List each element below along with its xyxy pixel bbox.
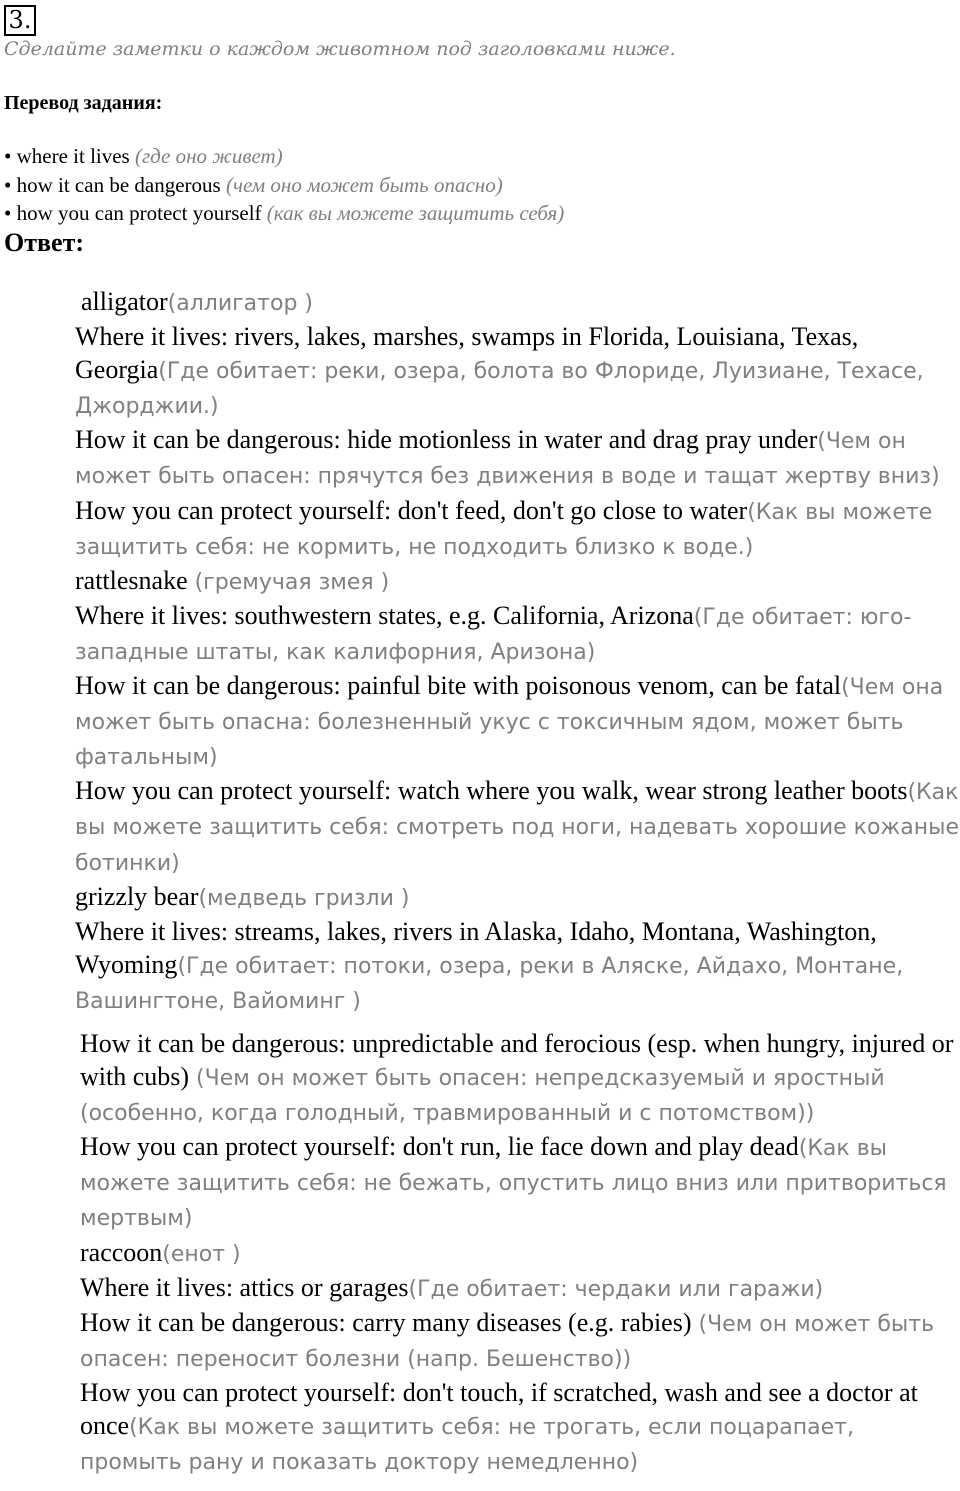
lives-en: Where it lives: rivers, lakes, marshes, swamps in Florida, Louisiana, Texas, Georgia <box>75 322 859 385</box>
where-lives <box>75 915 960 1018</box>
protect-ru: (Как вы можете защитить себя: смотреть под ноги, надевать хорошие кожаные ботинки) <box>75 780 960 876</box>
answer-block-2 <box>80 1027 955 1479</box>
animal-name: raccoon <box>80 1237 163 1267</box>
protect-ru: (Как вы можете защитить себя: не кормить, не подходить близко к воде.) <box>75 499 933 560</box>
protect-en: How you can protect yourself: don't run, lie face down and play dead <box>80 1132 799 1162</box>
danger-en: How it can be dangerous: painful bite with poisonous venom, can be fatal <box>75 671 842 701</box>
animal-name: rattlesnake <box>75 565 188 595</box>
lives-en: Where it lives: attics or garages <box>80 1272 409 1302</box>
task-number: 3. <box>4 5 36 36</box>
lives-en: Where it lives: southwestern states, e.g. California, Arizona <box>75 600 694 630</box>
animal-name: alligator <box>81 287 168 316</box>
bullet-item <box>4 171 564 200</box>
how-protect <box>80 1376 955 1479</box>
bullet-ru: (как вы можете защитить себя) <box>266 201 565 225</box>
animal-title <box>75 880 960 915</box>
translation-heading: Перевод задания: <box>4 92 163 114</box>
answer-label: Ответ: <box>4 228 85 257</box>
danger-en: How it can be dangerous: hide motionless in water and drag pray under <box>75 425 818 455</box>
lives-ru: (Где обитает: потоки, озера, реки в Аляске, Айдахо, Монтане, Вашингтоне, Вайоминг ) <box>75 953 904 1014</box>
protect-en: How you can protect yourself: don't feed, don't go close to water <box>75 495 748 525</box>
animal-title <box>75 285 960 320</box>
protect-ru: (Как вы можете защитить себя: не бежать, опустить лицо вниз или притвориться мертвым) <box>80 1136 947 1232</box>
lives-ru: (Где обитает: реки, озера, болота во Флориде, Луизиане, Техасе, Джорджии.) <box>75 359 924 420</box>
animal-name-ru: (енот ) <box>162 1241 241 1267</box>
task-instruction: Сделайте заметки о каждом животном под заголовками ниже. <box>4 38 676 60</box>
protect-ru: (Как вы можете защитить себя: не трогать, если поцарапает, промыть рану и показать доктору немедленно) <box>80 1415 854 1476</box>
bullet-en: • where it lives <box>4 144 130 168</box>
animal-name-ru: (аллигатор ) <box>167 291 313 316</box>
danger-ru: (Чем он может быть опасен: непредсказуемый и яростный (особенно, когда голодный, травмированный и с потомством)) <box>80 1066 885 1127</box>
how-dangerous <box>75 669 960 774</box>
animal-name-ru: (медведь гризли ) <box>198 885 410 911</box>
protect-en: How you can protect yourself: watch where you walk, wear strong leather boots <box>75 776 908 806</box>
bullet-en: • how you can protect yourself <box>4 201 262 225</box>
where-lives <box>75 599 960 669</box>
how-dangerous <box>80 1027 955 1130</box>
bullet-en: • how it can be dangerous <box>4 172 221 197</box>
lives-en: Where it lives: streams, lakes, rivers in Alaska, Idaho, Montana, Washington, Wyoming <box>75 916 877 979</box>
animal-name: grizzly bear <box>75 881 199 911</box>
lives-ru: (Где обитает: юго-западные штаты, как калифорния, Аризона) <box>75 604 912 665</box>
danger-ru: (Чем он может быть опасен: переносит болезни (напр. Бешенство)) <box>80 1311 935 1372</box>
bullet-ru: (где оно живет) <box>134 144 283 168</box>
how-dangerous <box>80 1306 955 1376</box>
bullet-ru: (чем оно может быть опасно) <box>225 172 503 197</box>
bullet-item <box>4 199 564 228</box>
danger-en: How it can be dangerous: carry many diseases (e.g. rabies) <box>80 1307 692 1337</box>
danger-en: How it can be dangerous: unpredictable and ferocious (esp. when hungry, injured or with cubs) <box>80 1029 954 1092</box>
bullet-item <box>4 142 564 171</box>
where-lives <box>80 1271 955 1306</box>
animal-title <box>75 564 960 599</box>
danger-ru: (Чем она может быть опасна: болезненный укус с токсичным ядом, может быть фатальным) <box>75 675 944 771</box>
answer-block-1 <box>75 285 960 1018</box>
how-protect <box>75 494 960 564</box>
animal-name-ru: (гремучая змея ) <box>187 569 390 595</box>
how-dangerous <box>75 423 960 493</box>
where-lives <box>75 320 960 423</box>
task-bullets <box>4 142 564 228</box>
danger-ru: (Чем он может быть опасен: прячутся без движения в воде и тащат жертву вниз) <box>75 429 940 490</box>
lives-ru: (Где обитает: чердаки или гаражи) <box>408 1276 824 1302</box>
animal-title <box>80 1236 955 1271</box>
how-protect <box>75 774 960 879</box>
protect-en: How you can protect yourself: don't touch, if scratched, wash and see a doctor at once <box>80 1377 918 1441</box>
how-protect <box>80 1130 955 1235</box>
